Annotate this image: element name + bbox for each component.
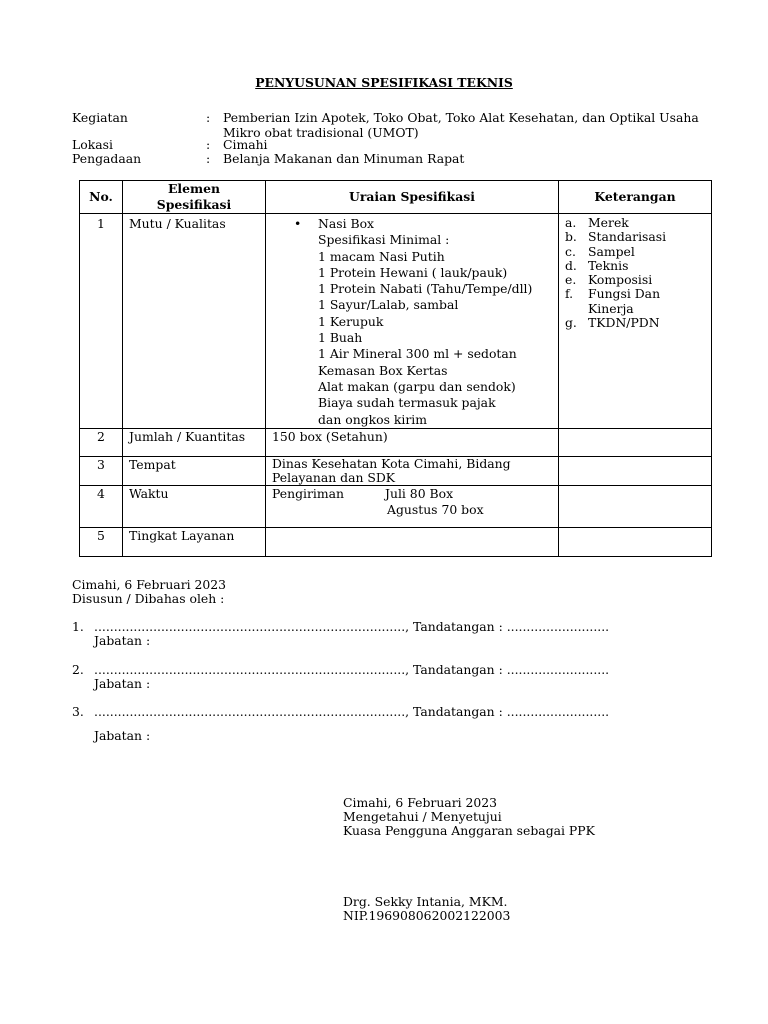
row1-keterangan xyxy=(559,214,712,429)
kegiatan-label: Kegiatan xyxy=(72,110,128,125)
list-item: d. Teknis xyxy=(565,257,629,273)
header-keterangan: Keterangan xyxy=(559,181,712,214)
pengadaan-colon: : xyxy=(206,151,211,166)
signer-3-line: ..............................................................................., Tandatangan : .......................... xyxy=(94,704,610,719)
pengadaan-label: Pengadaan xyxy=(72,151,142,166)
signer-1-jabatan: Jabatan : xyxy=(94,633,151,648)
list-item: a. Merek xyxy=(565,215,629,230)
row4-elemen: Waktu xyxy=(123,485,266,527)
signer-2-line: ..............................................................................., Tandatangan : .......................... xyxy=(94,662,610,677)
disusun-label: Disusun / Dibahas oleh : xyxy=(72,591,225,606)
row1-elemen: Mutu / Kualitas xyxy=(123,214,266,429)
pengiriman-label: Pengiriman xyxy=(272,485,344,501)
signer-1-line: ..............................................................................., Tandatangan : .......................... xyxy=(94,619,610,634)
uraian-line: 1 Protein Hewani ( lauk/pauk) xyxy=(318,264,508,280)
row5-keterangan xyxy=(559,527,712,556)
bullet-icon: • xyxy=(294,216,302,231)
list-item: g. TKDN/PDN xyxy=(565,315,660,331)
row3-keterangan xyxy=(559,456,712,485)
table-row xyxy=(80,428,712,456)
uraian-line: Alat makan (garpu dan sendok) xyxy=(318,378,516,394)
row3-uraian: Dinas Kesehatan Kota Cimahi, Bidang Pelayanan dan SDK xyxy=(266,456,559,485)
pengadaan-value: Belanja Makanan dan Minuman Rapat xyxy=(223,151,465,166)
lokasi-colon: : xyxy=(206,137,211,152)
row3-elemen: Tempat xyxy=(123,456,266,485)
signer-2-jabatan: Jabatan : xyxy=(94,676,151,691)
uraian-line: 1 Sayur/Lalab, sambal xyxy=(318,297,459,313)
table-row xyxy=(80,214,712,429)
row2-uraian: 150 box (Setahun) xyxy=(266,428,559,456)
kegiatan-value: Pemberian Izin Apotek, Toko Obat, Toko Alat Kesehatan, dan Optikal Usaha Mikro obat tradisional (UMOT) xyxy=(223,110,699,140)
row5-elemen: Tingkat Layanan xyxy=(123,527,266,556)
lokasi-label: Lokasi xyxy=(72,137,113,152)
kegiatan-colon: : xyxy=(206,110,211,125)
keterangan-list xyxy=(565,216,705,330)
list-item: e. Komposisi xyxy=(565,272,653,288)
approval-date: Cimahi, 6 Februari 2023 xyxy=(343,795,498,810)
spec-table xyxy=(79,180,712,557)
row1-uraian xyxy=(266,214,559,429)
footer-date: Cimahi, 6 Februari 2023 xyxy=(72,577,227,592)
approval-mengetahui: Mengetahui / Menyetujui xyxy=(343,809,502,824)
row4-no: 4 xyxy=(80,485,123,527)
row5-uraian xyxy=(266,527,559,556)
header-elemen: Elemen Spesifikasi xyxy=(123,181,266,214)
uraian-line: dan ongkos kirim xyxy=(318,411,427,427)
row2-no: 2 xyxy=(80,428,123,456)
uraian-line: Spesifikasi Minimal : xyxy=(318,232,450,248)
list-item: c. Sampel xyxy=(565,243,635,259)
list-item: f. Fungsi Dan Kinerja xyxy=(565,286,661,316)
uraian-line: 1 Kerupuk xyxy=(318,313,384,329)
table-row xyxy=(80,527,712,556)
row4-keterangan xyxy=(559,485,712,527)
table-header-row xyxy=(80,181,712,214)
row1-no: 1 xyxy=(80,214,123,429)
row2-elemen: Jumlah / Kuantitas xyxy=(123,428,266,456)
approval-nip: NIP.196908062002122003 xyxy=(343,908,511,923)
signer-3-jabatan: Jabatan : xyxy=(94,728,151,743)
pengiriman-juli: Juli 80 Box xyxy=(385,485,454,501)
header-uraian: Uraian Spesifikasi xyxy=(266,181,559,214)
row3-no: 3 xyxy=(80,456,123,485)
uraian-line: Biaya sudah termasuk pajak xyxy=(318,395,496,411)
uraian-list xyxy=(272,216,552,428)
document-title: PENYUSUNAN SPESIFIKASI TEKNIS xyxy=(255,75,513,90)
list-item: b. Standarisasi xyxy=(565,229,667,245)
lokasi-value: Cimahi xyxy=(223,137,268,152)
row5-no: 5 xyxy=(80,527,123,556)
table-row xyxy=(80,485,712,527)
uraian-line: 1 macam Nasi Putih xyxy=(318,248,445,264)
row4-uraian xyxy=(266,485,559,527)
table-row xyxy=(80,456,712,485)
uraian-line: 1 Buah xyxy=(318,330,363,346)
pengiriman-agustus: Agustus 70 box xyxy=(387,501,484,517)
header-no: No. xyxy=(80,181,123,214)
uraian-line: 1 Protein Nabati (Tahu/Tempe/dll) xyxy=(318,281,533,297)
uraian-line: 1 Air Mineral 300 ml + sedotan xyxy=(318,346,517,362)
approval-name: Drg. Sekky Intania, MKM. xyxy=(343,894,508,909)
uraian-line: Kemasan Box Kertas xyxy=(318,362,448,378)
uraian-line: Nasi Box xyxy=(318,216,375,231)
approval-role: Kuasa Pengguna Anggaran sebagai PPK xyxy=(343,823,595,838)
row2-keterangan xyxy=(559,428,712,456)
